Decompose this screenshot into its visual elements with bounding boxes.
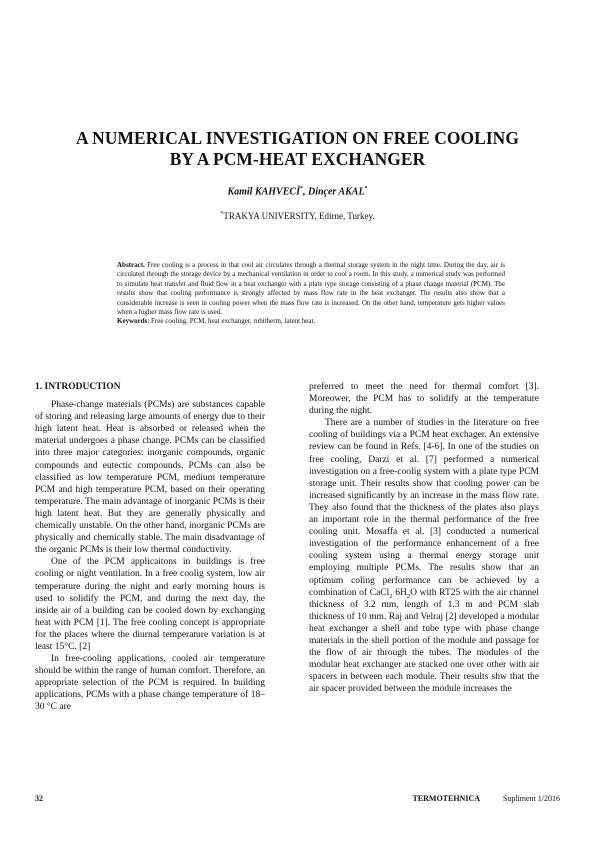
paragraph-1: Phase-change materials (PCMs) are substances capable of storing and releasing large amounts of energy due to their high latent heat. Heat is absorbed or released when the material undergoes a phase change. PCMs can be classified into three major categories: inorganic compounds, organic compounds and eutectic compounds. PCMs can also be classified as low temperature PCM, medium temperature PCM and high temperature PCM, based on their operating temperature. The main advantage of inorganic PCMs is their high latent heat. But they are generally physically and chemically unstable. On the other hand, inorganic PCMs are physically and chemically stable. The main disadvantage of the organic PCMs is their low thermal conductivity. <box>35 400 265 556</box>
page-footer <box>35 794 560 806</box>
keywords-text: : Free cooling, PCM, heat exchanger, rubitherm, latent heat. <box>147 317 316 326</box>
authors <box>0 186 595 197</box>
paragraph-3: In free-cooling applications, cooled air temperature should be within the range of human comfort. Therefore, an appropriate selection of the PCM is required. In building applications, PCMs with a phase change temperature of 18–30 °C are <box>35 654 265 713</box>
author-2: Dinçer AKAL <box>307 186 365 198</box>
affiliation-mark: * <box>220 211 224 217</box>
title-line-1: A NUMERICAL INVESTIGATION ON FREE COOLING <box>76 128 519 148</box>
left-column <box>35 381 265 714</box>
journal-name: TERMOTEHNICA <box>412 794 480 803</box>
paragraph-4-part-c: O with RT25 with the air channel thickness of 3.2 mm, length of 1.3 m and PCM slab thickness of 10 mm. Raj and Velraj [2] developed a modular heat exchanger a shell and tube type with phase change materials in the shell portion of the module and passage for the flow of air through the tubes. The modules of the modular heat exchanger are stacked one over other with air spacers in between each module. Their results shw that the air spacer provided between the module increases the <box>309 587 539 695</box>
paragraph-4-part-b: 6H <box>392 587 407 598</box>
issue-info: Supliment 1/2016 <box>502 794 560 803</box>
subscript-1: 2 <box>389 592 393 600</box>
page-number: 32 <box>35 794 43 803</box>
author-1-mark: * <box>299 186 303 192</box>
affiliation <box>0 211 595 221</box>
paragraph-3-continued: preferred to meet the need for thermal comfort [3]. Moreower, the PCM has to solidify at the temperature during the night. <box>309 382 539 417</box>
affiliation-text: TRAKYA UNIVERSITY, Edirne, Turkey. <box>223 211 375 221</box>
abstract-text: Free cooling is a process in that cool air circulates through a thermal storage system in the night time. During the day, air is circulated through the storage device by a mechanical ventilation in order to cool a room. In this study, a numerical study was performed to simulate heat transfer and fluid flow in a heat exchanger with a plate type storage consisting of a phase change material (PCM). The results show that cooling performance is strongly affected by mass flow rate in the heat exchanger. The results also show that a considerable increase is seen in cooling power when the mass flow rate is increased. On the other hand, temperature gets higher values when a higher mass flow rate is used. <box>117 261 505 317</box>
paragraph-4 <box>309 417 539 695</box>
author-separator: , <box>302 186 308 198</box>
right-column <box>309 381 539 695</box>
author-1: Kamil KAHVECİ <box>227 186 300 198</box>
section-heading: 1. INTRODUCTION <box>35 382 121 392</box>
paragraph-2: One of the PCM applicaitons in buildings is free cooling or night ventilation. In a free coolig system, low air temperature during the night and early morning hours is used to solidify the PCM, and during the next day, the inside air of a building can be cooled down by exchanging heat with PCM [1]. The free cooling concept is appropriate for the places where the diurnal temperature variation is at least 15°C. [2] <box>35 557 265 652</box>
keywords-label: Keywords <box>117 317 148 326</box>
author-2-mark: * <box>364 186 368 192</box>
title-line-2: BY A PCM-HEAT EXCHANGER <box>169 149 426 169</box>
abstract <box>117 261 505 327</box>
paragraph-4-part-a: There are a number of studies in the literature on free cooling of buildings via a PCM heat exchager. An extensive review can be found in Refs. [4-6]. In one of the studies on free cooling, Darzi et al. [7] performed a numerical investigation on a free-coolig system with a plate type PCM storage unit. Their results show that cooling power can be increased significantly by an increase in the mass flow rate. They also found that the thickness of the plates also plays an important role in the thermal performance of the free cooling unit. Mosaffa et al. [3] conducted a numerical investigation of the performance enhancement of a free cooling system using a thermal energy storage unit employing multiple PCMs. The results show that an optimum coling performance can be achieved by a combination of CaCl <box>309 418 539 598</box>
paper-title <box>40 128 555 170</box>
subscript-2: 2 <box>406 592 411 600</box>
abstract-label: Abstract. <box>117 261 145 269</box>
